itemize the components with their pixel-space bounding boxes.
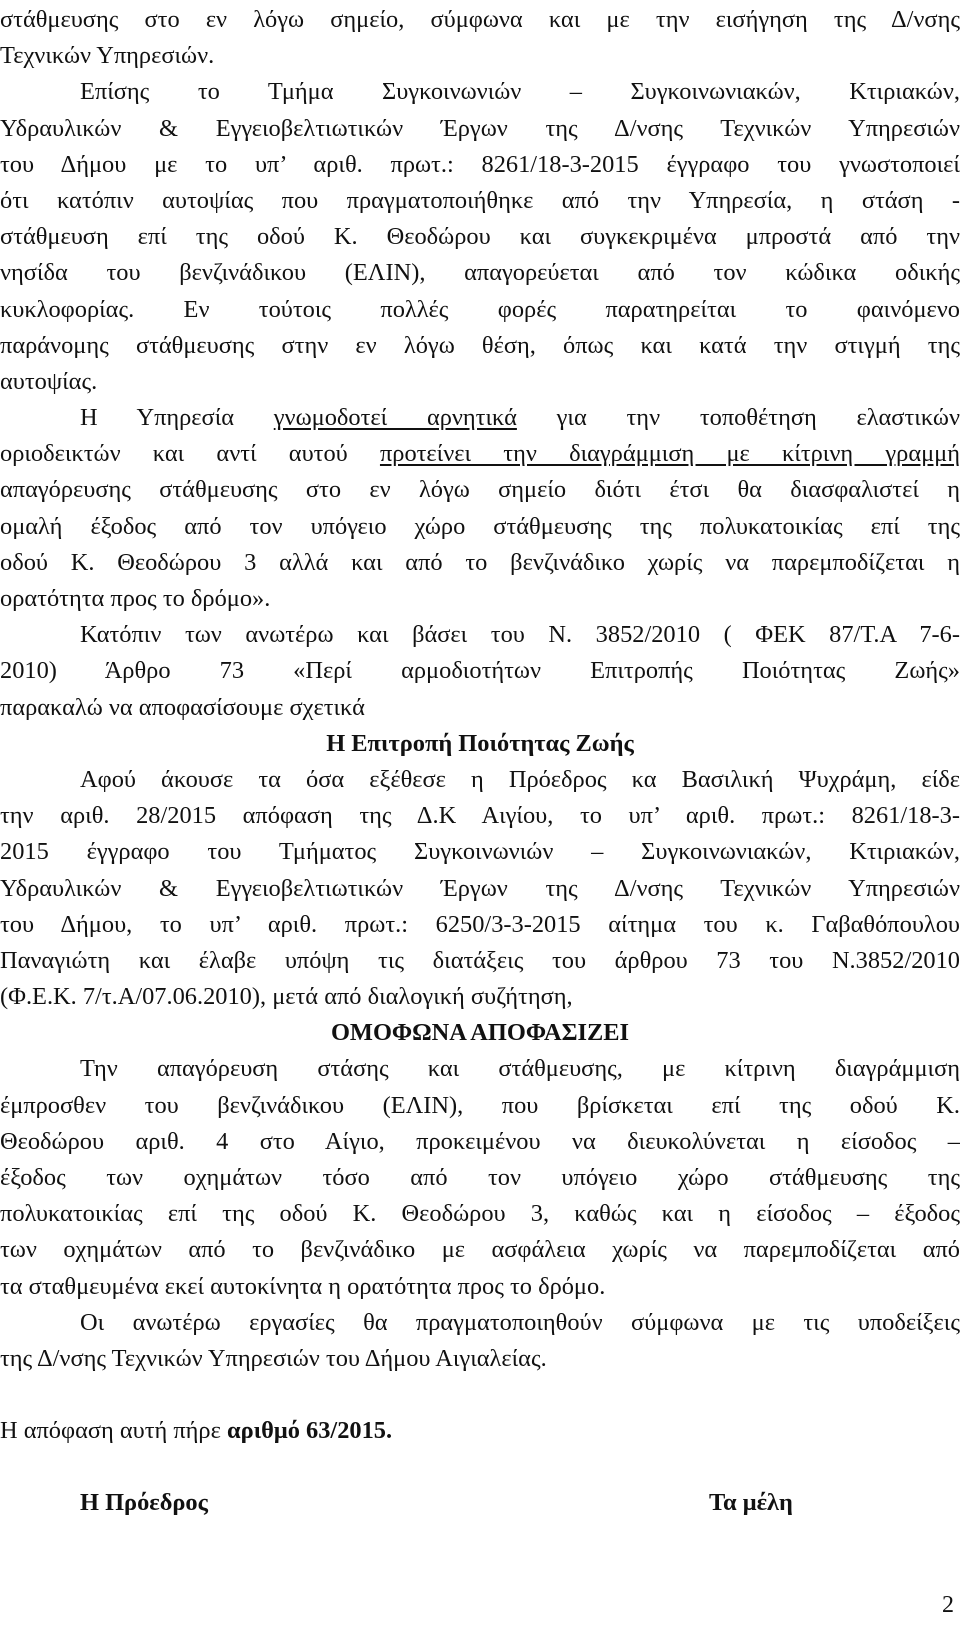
text-line: παρακαλώ να αποφασίσουμε σχετικά: [0, 693, 365, 721]
heading-decision: ΟΜΟΦΩΝΑ ΑΠΟΦΑΣΙΖΕΙ: [330, 1019, 630, 1047]
text-line: [0, 400, 960, 436]
text-line: έμπροσθεν του βενζινάδικου (ΕΛΙΝ), που βρίσκεται επί της οδού Κ.: [0, 1091, 960, 1119]
text-line: νησίδα του βενζινάδικου (ΕΛΙΝ), απαγορεύεται από τον κώδικα οδικής: [0, 259, 960, 287]
members-signature-label: Τα μέλη: [709, 1489, 793, 1517]
text-line: Τεχνικών Υπηρεσιών.: [0, 42, 215, 70]
page-number: 2: [942, 1592, 954, 1618]
text-run: Η απόφαση αυτή πήρε: [0, 1417, 227, 1445]
signature-block: [0, 1485, 960, 1525]
text-line: τα σταθμευμένα εκεί αυτοκίνητα η ορατότητα προς το δρόμο.: [0, 1272, 606, 1300]
text-line: 2015 έγγραφο του Τμήματος Συγκοινωνιών – Συγκοινωνιακών, Κτιριακών,: [0, 838, 960, 866]
text-line: οδού Κ. Θεοδώρου 3 αλλά και από το βενζινάδικο χωρίς να παρεμποδίζεται η: [0, 548, 960, 576]
text-line: Οι ανωτέρω εργασίες θα πραγματοποιηθούν σύμφωνα με τις υποδείξεις: [80, 1308, 960, 1336]
document-body: [0, 2, 960, 1525]
heading-committee: Η Επιτροπή Ποιότητας Ζωής: [326, 729, 634, 757]
underlined-phrase: προτείνει την διαγράμμιση με κίτρινη γραμμή: [379, 440, 960, 468]
text-line: Θεοδώρου αριθ. 4 στο Αίγιο, προκειμένου να διευκολύνεται η είσοδος –: [0, 1127, 960, 1155]
text-line: Κατόπιν των ανωτέρω και βάσει του Ν. 3852/2010 ( ΦΕΚ 87/Τ.Α 7-6-: [80, 621, 960, 649]
text-line: της Δ/νσης Τεχνικών Υπηρεσιών του Δήμου Αιγιαλείας.: [0, 1344, 547, 1372]
text-line: αυτοψίας.: [0, 367, 98, 395]
text-line: του Δήμου, το υπ’ αριθ. πρωτ.: 6250/3-3-2015 αίτημα του κ. Γαβαθόπουλου: [0, 910, 960, 938]
text-run: για την τοποθέτηση ελαστικών: [516, 404, 960, 432]
text-line: (Φ.Ε.Κ. 7/τ.Α/07.06.2010), μετά από διαλογική συζήτηση,: [0, 983, 573, 1011]
text-line: στάθμευση επί της οδού Κ. Θεοδώρου και συγκεκριμένα μπροστά από την: [0, 223, 960, 251]
text-line: Υδραυλικών & Εγγειοβελτιωτικών Έργων της Δ/νσης Τεχνικών Υπηρεσιών: [0, 114, 960, 142]
text-line: Υδραυλικών & Εγγειοβελτιωτικών Έργων της Δ/νσης Τεχνικών Υπηρεσιών: [0, 874, 960, 902]
text-line: ότι κατόπιν αυτοψίας που πραγματοποιήθηκε από την Υπηρεσία, η στάση -: [0, 186, 960, 214]
spacer: [0, 1377, 960, 1413]
text-line: Την απαγόρευση στάσης και στάθμευσης, με κίτρινη διαγράμμιση: [80, 1055, 960, 1083]
text-line: [0, 436, 960, 472]
decision-number-line: [0, 1413, 960, 1449]
text-line: στάθμευσης στο εν λόγω σημείο, σύμφωνα και με την εισήγηση της Δ/νσης: [0, 6, 960, 33]
text-line: των οχημάτων από το βενζινάδικο με ασφάλεια χωρίς να παρεμποδίζεται από: [0, 1236, 960, 1264]
spacer: [0, 1449, 960, 1485]
text-line: απαγόρευσης στάθμευσης στο εν λόγω σημείο διότι έτσι θα διασφαλιστεί η: [0, 476, 960, 504]
text-line: 2010) Άρθρο 73 «Περί αρμοδιοτήτων Επιτροπής Ποιότητας Ζωής»: [0, 657, 960, 685]
decision-number: αριθμό 63/2015.: [226, 1417, 393, 1445]
text-line: έξοδος των οχημάτων τόσο από τον υπόγειο χώρο στάθμευσης της: [0, 1164, 960, 1191]
text-line: Αφού άκουσε τα όσα εξέθεσε η Πρόεδρος κα Βασιλική Ψυχράμη, είδε: [80, 765, 960, 793]
text-line: την αριθ. 28/2015 απόφαση της Δ.Κ Αιγίου, το υπ’ αριθ. πρωτ.: 8261/18-3-: [0, 802, 960, 830]
text-line: κυκλοφορίας. Εν τούτοις πολλές φορές παρατηρείται το φαινόμενο: [0, 295, 960, 323]
text-line: του Δήμου με το υπ’ αριθ. πρωτ.: 8261/18-3-2015 έγγραφο του γνωστοποιεί: [0, 150, 960, 178]
text-line: Παναγιώτη και έλαβε υπόψη τις διατάξεις του άρθρου 73 του Ν.3852/2010: [0, 946, 960, 974]
underlined-phrase: γνωμοδοτεί αρνητικά: [273, 404, 517, 432]
text-line: παράνομης στάθμευσης στην εν λόγω θέση, όπως και κατά την στιγμή της: [0, 331, 960, 359]
text-line: ορατότητα προς το δρόμο».: [0, 585, 271, 612]
text-line: πολυκατοικίας επί της οδού Κ. Θεοδώρου 3, καθώς και η είσοδος – έξοδος: [0, 1200, 960, 1228]
president-signature-label: Η Πρόεδρος: [80, 1489, 208, 1517]
text-run: οριοδεικτών και αντί αυτού: [0, 440, 380, 468]
text-line: Επίσης το Τμήμα Συγκοινωνιών – Συγκοινωνιακών, Κτιριακών,: [80, 78, 960, 106]
text-run: Η Υπηρεσία: [80, 404, 274, 432]
text-line: ομαλή έξοδος από τον υπόγειο χώρο στάθμευσης της πολυκατοικίας επί της: [0, 512, 960, 540]
